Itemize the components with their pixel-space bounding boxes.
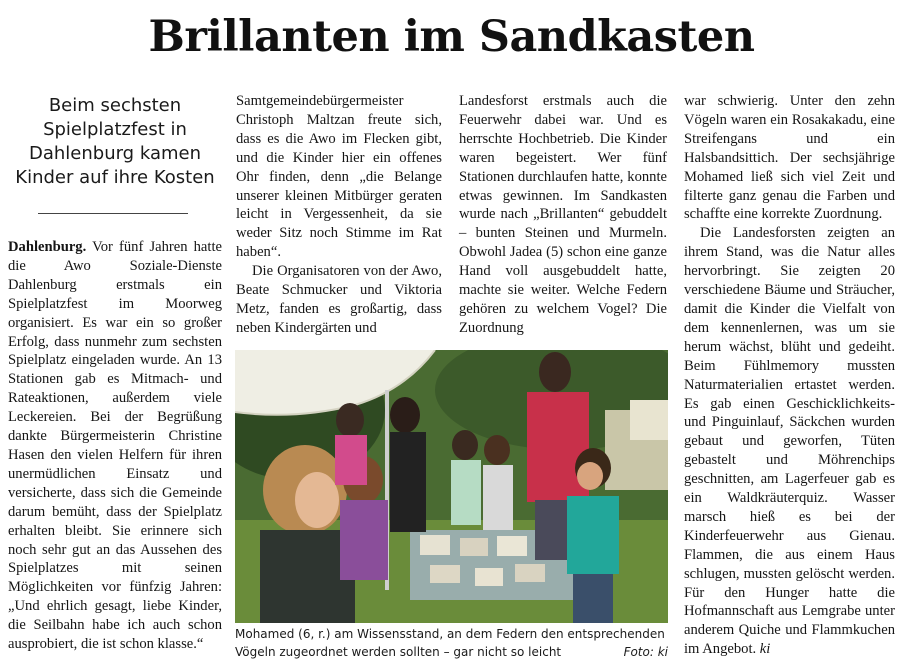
paragraph [8,238,222,654]
caption-text: Mohamed (6, r.) am Wissensstand, an dem Federn den entsprechenden Vögeln zugeordnet werden sollten – gar nicht so leicht [235,627,665,659]
subhead-divider [38,213,188,214]
article-column-4 [684,92,895,659]
subheadline: Beim sechsten Spielplatzfest in Dahlenburg kamen Kinder auf ihre Kosten [15,95,215,188]
paragraph: Samtgemeindebürgermeister Christoph Maltzan freute sich, dass es die Awo im Flecken gibt, und die Kinder hier ein offenes Ohr finden, denn „die Belange unserer kleinen Mitbürger geraten leicht in Vergessenheit, da sie weder Sitz noch Stimme im Rat haben“. [236,93,442,261]
article-column-2 [236,92,442,338]
author-credit: ki [756,641,771,658]
paragraph [684,224,895,659]
paragraph-text: Die Landesforsten zeigten an ihrem Stand, was die Natur alles hervorbringt. Sie zeigten 20 verschiedene Bäume und Sträucher, damit die Kinder die Vielfalt von dem kennenlernen, was um sie herum wächst, blüht und gedeiht. Beim Fühlmemory mussten Naturmaterialien ertastet werden. Es gab einen Geschicklichkeits- und Pinguinlauf, Säckchen wurden gebaut und geworfen, Tüten gebastelt und Möhrenchips geschnitten, am Lagerfeuer gab es ein Waldkräuterquiz. Wasser marsch hieß es bei der Kinderfeuerwehr aus Gienau. Flammen, die aus einem Haus schlugen, mussten gelöscht werden. Für den Hunger hatte die Hofmannschaft aus Lemgrabe unter anderem Quiche und Flammkuchen im Angebot. [684,225,895,658]
paragraph: Die Organisatoren von der Awo, Beate Schmucker und Viktoria Metz, fanden es großartig, dass neben Kindergärten und [236,263,442,336]
paragraph-text: Vor fünf Jahren hatte die Awo Soziale-Dienste Dahlenburg erstmals ein Spielplatzfest im Moorweg organisiert. Es war ein so großer Erfolg, dass nunmehr zum sechsten Spielplatz eingeladen wurde. An 13 Stationen gab es Mitmach- und Rateaktionen, außerdem viele Leckereien. Bei der Begrüßung dankte Bürgermeisterin Christine Hasen den vielen Helfern für ihren unermüdlichen Einsatz und versicherte, dass sich die Gemeinde darum bemüht, dass der Spielplatz erhalten bleibt. Sie erinnere sich noch sehr gut an das Aussehen des Spielplatzes mit seinen Möglichkeiten vor fünfzig Jahren: „Und ehrlich gesagt, liebe Kinder, die Seilbahn habe ich auch schon ausprobiert, die ist schon klasse.“ [8,239,222,653]
dateline: Dahlenburg. [8,239,87,255]
article-column-1 [8,238,222,654]
headline: Brillanten im Sandkasten [148,12,755,62]
photo-credit: Foto: ki [623,645,668,659]
paragraph: war schwierig. Unter den zehn Vögeln waren ein Rosakakadu, eine Streifengans und ein Halsbandsittich. Der sechsjährige Mohamed ließ sich viel Zeit und filterte ganz genau die Farben und schaffte eine korrekte Zuordnung. [684,93,895,223]
paragraph: Landesforst erstmals auch die Feuerwehr dabei war. Und es herrschte Hochbetrieb. Die Kinder waren begeistert. Wer fünf Stationen durchlaufen hatte, konnte etwas gewinnen. Im Sandkasten wurde nach „Brillanten“ gebuddelt – bunten Steinen und Murmeln. Obwohl Jadea (5) schon eine ganze Hand voll ausgebuddelt hatte, machte sie weiter. Welche Federn gehören zu welchem Vogel? Die Zuordnung [459,93,667,336]
article-column-3 [459,92,667,338]
article-photo [235,350,668,623]
photo-caption [235,625,668,661]
